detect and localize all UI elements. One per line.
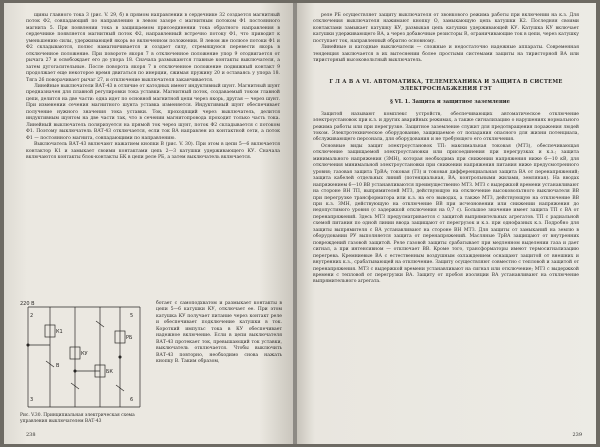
book-spread <box>4 3 596 444</box>
right-page-text <box>313 13 579 286</box>
figure-caption: Рис. V.30. Принципиальная электрическая схема управления выключателем ВАТ-43 <box>20 413 135 424</box>
figure-label: 6 <box>130 397 134 403</box>
right-page <box>297 3 596 444</box>
paragraph: щины главного тока 3 (рис. V. 29, б) в прямом направлении в сердечнике 32 создается магнитный поток Ф2, совпадающий по направлению в левом зазоре с магнитным потоком Ф1 постоянного магнита 5. При появлении тока в защищаемом присоединении тока обратного направления в сердечнике появляется магнитный поток Ф2, направленный встречно потоку Ф1, что приводит к уменьшению силы, удерживающей якорь во включенном положении. В левом же полюсе потоки Ф1 и Ф2 складываются, полюс намагничивается и создает силу, стремящуюся перевести якорь в отключенное положение. При повороте якоря 7 в отключенное положение упор 9 отодвигается от рычага 27 и освобождает его до упора 18. Сначала размыкаются главные контакты выключателя, а затем дугогасительные. После поворота якоря 7 в отключенное положение подвижный контакт 9 продолжает еще некоторое время двигаться по инерции, сжимая пружину 20 и оставаясь у упора 18. Тяга 26 поворачивает рычаг 27, и отключение выключателя заканчивается. <box>26 13 280 83</box>
figure-label: БК <box>106 369 113 375</box>
page-number: 239 <box>572 432 582 438</box>
paragraph: Основные виды защит электроустановок ТП: максимальная токовая (МТЗ), обеспечивающая отключение защищаемой электроустановки или присоединения при перегрузках и к.з.; защита минимального напряжения (ЗМН), которая необходима при снижении напряжения ниже 6—10 кВ, для отключения минимальной электроустановки при снижении напряжения питания ниже предусмотренного уровня; газовая защита ТрВА; токовая (ТЗ) и токовая дифференциальная защита ВА от перенапряжений; защита кабелей отдельных линий (потенциальная, ВА, контрольными жилами, земляная). На вводах напряжением 6—10 ВВ устанавливаются преимущественно МТЗ. МТЗ с выдержкой времени устанавливают на стороне ВН ТП, выпрямителей МТЗ, действующую на отключение высоковольтного выключателя ВВ при перегрузке трансформатора или к.з. на его выводах, а также МТЗ, действующую на отключение ВВ при к.з. ЗМН, действующую на отключение ВВ при исчезновении или снижении напряжения до недопустимого уровня (с задержкой отключения на 0,7 с). Большое значение имеет защита ТП с ВА от перенапряжений. Здесь МТЗ предусматривается с защитой выпрямительных агрегатов. ТП с радиальной схемой питания по одной линии ввода защищают от перегрузок и к.з. при однофазных к.з. Подробно для защиты выпрямителя с ВА устанавливают на стороне ВН МТЗ. Для защиты от замыканий на землю в оборудовании РУ выполняется защита от перенапряжений. Масляные ТрВА защищают от внутренних повреждений газовой защитой. Реле газовой защиты срабатывает при медленном выделении газа и дает сигнал, а при интенсивном — отключает ВВ. Кроме того, трансформаторы имеют термосигнализацию перегрева. Кремниевые ВА с естественным воздушным охлаждением оснащают защитой от внешних и внутренних к.з., срабатывающей на отключение. Защиту осуществляют совместно с тепловой и защитой от перенапряжения. МТЗ с выдержкой времени устанавливают на сигнал или отключение; МТЗ с выдержкой времени с тепловой от перегрузки ВА. Защиту от пробоя изоляции ВА устанавливают на отключение выпрямительного агрегата. <box>313 143 579 285</box>
left-page-text <box>26 13 280 161</box>
page-number: 238 <box>26 432 36 438</box>
figure-label: КУ <box>81 351 88 357</box>
figure-label: 220 В <box>20 301 35 307</box>
paragraph: Выключатель ВАТ-43 включают нажатием кнопки В (рис. V. 30). При этом в цепи 5—6 включается контактор К1 и замыкает своими контактами цепь 2—3 катушки удерживающего КУ. Сначала включаются контакты блок-контакты БК в цепи реле РБ, а затем выключатель включается. <box>26 142 280 160</box>
left-page <box>4 3 294 444</box>
chapter-heading: Г Л А В А VI. АВТОМАТИКА, ТЕЛЕМЕХАНИКА И ЗАЩИТА В СИСТЕМЕ ЭЛЕКТРОСНАБЖЕНИЯ ГЭТ <box>329 78 563 92</box>
section-heading: § VI. 1. Защита и защитное заземление <box>390 98 510 105</box>
figure-label: 2 <box>30 313 34 319</box>
figure-label: К1 <box>56 329 63 335</box>
paragraph: Линейные выключатели ВАТ-43 в отличие от катодных имеют индуктивный шунт. Магнитный шунт предназначен для плавной регулировки тока уставки. Магнитный поток, создаваемый током главной цепи, делится на две части: одна идет по основной магнитной цепи через якорь, другая — через шунт. При изменении сечения магнитного шунта уставка изменяется. Индуктивный шунт обеспечивает получение нужного значения тока уставки. Ток, проходящий через выключатель, делится индуктивным шунтом на две части так, что в сечении магнитопровода проходит только часть тока. Линейный выключатель поляризуется на прямой ток через шунт, поток Ф2 складывается с потоком Ф1. Поэтому выключатель ВАТ-43 отключается, если ток ВА направлен из контактной сети, а поток Ф1 — постоянного магнита, совпадающими по направлению. <box>26 83 280 141</box>
figure-label: РБ <box>126 335 133 341</box>
left-side-text <box>156 301 282 366</box>
circuit-diagram <box>20 301 150 413</box>
paragraph: ботает с самоподхватом и размыкает контакты в цепи 5—6 катушки КУ, отключает ее. При этом катушка КУ получает питание через контакт реле и обеспечивает подключение катушки в ток. Короткий импульс тока в КУ обеспечивает надежное включение. Если в цепи выключателя ВАТ-43 протекает ток, превышающий ток уставки, выключатель отключается. Чтобы выключить ВАТ-43 повторно, необходимо снова нажать кнопку В. Таким образом, <box>156 301 282 365</box>
figure-label: В <box>56 363 60 369</box>
paragraph: реле РБ осуществляет защиту выключателя от звонкового режима работы при включении на к.з. Для отключения выключателя нажимают кнопку О, замыкающую цепь катушки К2. Последняя своими контактами замыкает катушку КУ, размыкая цепь катушки удерживающей КУ. Катушка КУ включает катушки удерживающего ВА, а через добавочные резисторы R, ограничивающие ток в цепи, через катушку поступает ток, направленный обратно основному. <box>313 13 579 44</box>
paragraph: Защитой называют комплекс устройств, обеспечивающих автоматическое отключение электроустановок при к.з. и других аварийных режимах, а также сигнализацию о нарушениях нормального режима работы или при перегрузке. Защитное заземление служит для предотвращения поражения людей током. Электротехническое оборудование, защищаемое от попадания опасного для жизни потенциала, обслуживающего персонала, для оборудования и не требующего его отключения. <box>313 111 579 143</box>
figure-label: 5 <box>130 313 134 319</box>
figure-label: 3 <box>30 397 34 403</box>
paragraph: Линейные и катодные выключатели — сложные и недостаточно надежные аппараты. Современная тенденция заключается в их вытеснении более простыми системами защиты на тиристорной ВА или тиристорный высоковольтный выключатель. <box>313 45 579 64</box>
